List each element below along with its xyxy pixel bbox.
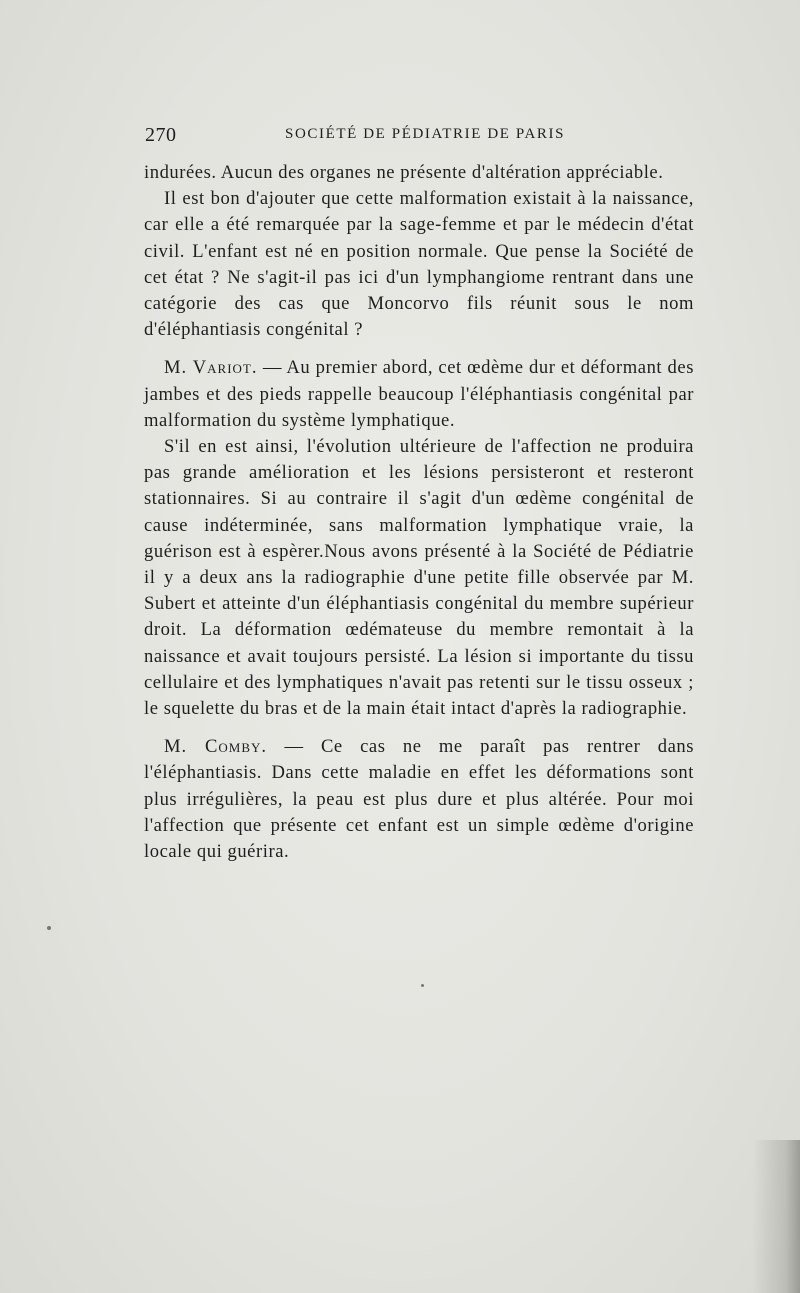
variot-remark: — Au premier abord, cet œdème dur et déformant des jambes et des pieds rappelle beaucoup l'éléphantiasis congénital par malformation du système lymphatique. [144, 357, 694, 431]
journal-title: SOCIÉTÉ DE PÉDIATRIE DE PARIS [285, 126, 566, 142]
paragraph-malformation: Il est bon d'ajouter que cette malformation existait à la naissance, car elle a été remarquée par la sage-femme et par le médecin d'état civil. L'enfant est né en position normale. Que pense la Société de cet état ? Ne s'agit-il pas ici d'un lymphangiome rentrant dans une catégorie des cas que Moncorvo fils réunit sous le nom d'éléphantiasis congénital ? [144, 188, 694, 341]
speaker-variot: M. Variot. [164, 357, 258, 379]
running-head [145, 124, 689, 150]
page-number: 270 [145, 124, 177, 146]
paragraph-evolution: S'il en est ainsi, l'évolution ultérieure de l'affection ne produira pas grande amélioration et les lésions persisteront et resteront stationnaires. Si au contraire il s'agit d'un œdème congénital de cause indéterminée, sans malformation lymphatique vraie, la guérison est à espèrer.Nous avons présenté à la Société de Pédiatrie il y a deux ans la radiographie d'une petite fille observée par M. Subert et atteinte d'un éléphantiasis congénital du membre supérieur droit. La déformation œdémateuse du membre remontait à la naissance et avait toujours persisté. La lésion si importante du tissu cellulaire et des lymphatiques n'avait pas retenti sur le tissu osseux ; le squelette du bras et de la main était intact d'après la radiographie. [144, 436, 694, 720]
body-text [144, 160, 694, 865]
paragraph-comby [144, 734, 694, 865]
paragraph-variot [144, 355, 694, 434]
paragraph-continuation: indurées. Aucun des organes ne présente d'altération appréciable. [144, 162, 664, 183]
comby-remark: — Ce cas ne me paraît pas rentrer dans l'éléphantiasis. Dans cette maladie en effet les déformations sont plus irrégulières, la peau est plus dure et plus altérée. Pour moi l'affection que présente cet enfant est un simple œdème d'origine locale qui guérira. [144, 736, 695, 863]
paper-speck [47, 926, 51, 930]
paper-speck [421, 984, 424, 987]
speaker-comby: M. Comby. [164, 736, 268, 758]
page-edge-shadow [752, 1140, 800, 1293]
